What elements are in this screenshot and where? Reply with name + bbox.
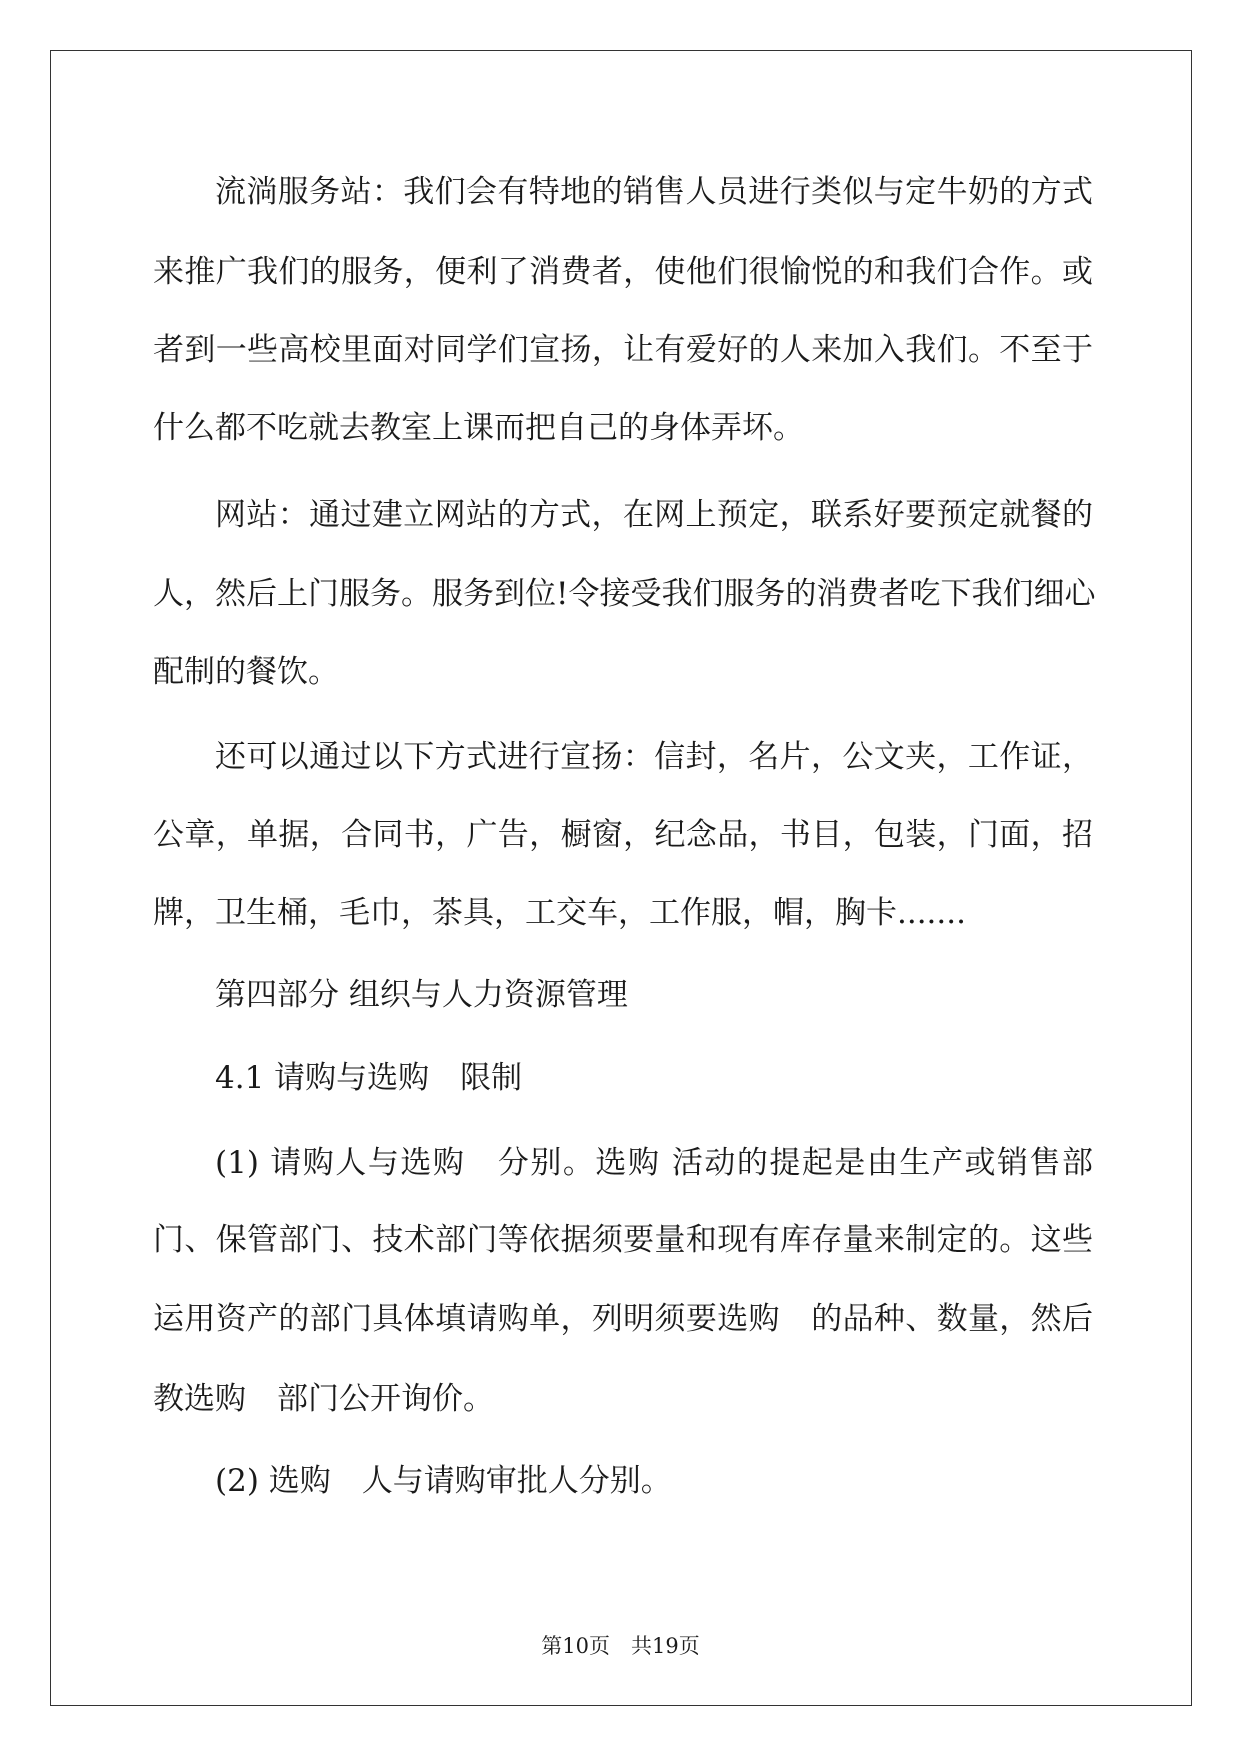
paragraph-line: 网站：通过建立网站的方式，在网上预定，联系好要预定就餐的 <box>215 497 1093 533</box>
paragraph-line: 什么都不吃就去教室上课而把自己的身体弄坏。 <box>153 410 804 446</box>
paragraph-line: 人，然后上门服务。服务到位!令接受我们服务的消费者吃下我们细心 <box>153 576 1096 612</box>
paragraph-line: 来推广我们的服务，便利了消费者，使他们很愉悦的和我们合作。或 <box>153 254 1093 290</box>
subsection-heading: 4.1 请购与选购 限制 <box>215 1060 523 1096</box>
section-heading: 第四部分 组织与人力资源管理 <box>215 977 628 1013</box>
paragraph-line: 者到一些高校里面对同学们宣扬，让有爱好的人来加入我们。不至于 <box>153 332 1093 368</box>
paragraph-line: 公章，单据，合同书，广告，橱窗，纪念品，书目，包装，门面，招 <box>153 817 1093 853</box>
page-number-footer: 第10页 共19页 <box>541 1634 700 1658</box>
paragraph-line: (1) 请购人与选购 分别。选购 活动的提起是由生产或销售部 <box>215 1145 1093 1181</box>
paragraph-line: (2) 选购 人与请购审批人分别。 <box>215 1463 672 1499</box>
paragraph-line: 门、保管部门、技术部门等依据须要量和现有库存量来制定的。这些 <box>153 1222 1093 1258</box>
paragraph-line: 配制的餐饮。 <box>153 654 339 690</box>
paragraph-line: 流淌服务站：我们会有特地的销售人员进行类似与定牛奶的方式 <box>215 174 1093 210</box>
paragraph-line: 还可以通过以下方式进行宣扬：信封，名片，公文夹，工作证， <box>215 739 1093 775</box>
paragraph-line: 教选购 部门公开询价。 <box>153 1381 494 1417</box>
paragraph-line: 牌，卫生桶，毛巾，茶具，工交车，工作服，帽，胸卡....... <box>153 895 966 931</box>
paragraph-line: 运用资产的部门具体填请购单，列明须要选购 的品种、数量，然后 <box>153 1301 1093 1337</box>
